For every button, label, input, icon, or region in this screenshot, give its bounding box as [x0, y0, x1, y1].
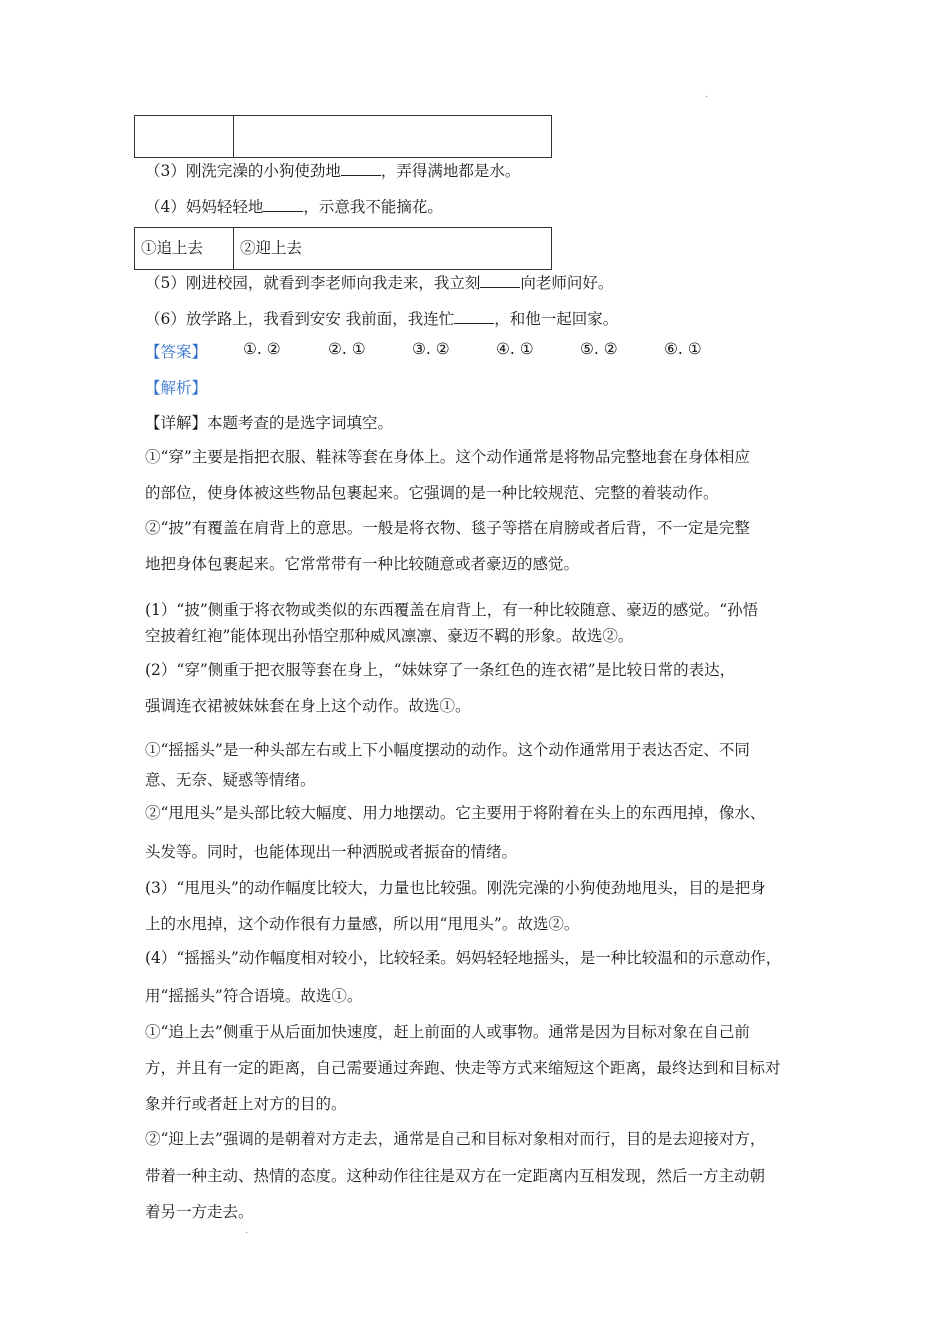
answer-row — [145, 340, 702, 362]
analysis-line: (1）“披”侧重于将衣物或类似的东西覆盖在肩背上，有一种比较随意、豪迈的感觉。“孙悟 — [145, 601, 759, 619]
question-text: （4）妈妈轻轻地 — [145, 198, 264, 216]
answer-tag: 【答案】 — [145, 343, 208, 361]
answer-item: ①. ② — [243, 340, 281, 358]
analysis-line: ②“甩甩头”是头部比较大幅度、用力地摆动。它主要用于将附着在头上的东西甩掉，像水、 — [145, 804, 766, 822]
answer-item: ③. ② — [412, 340, 450, 358]
option-cell: ①追上去 — [135, 228, 234, 269]
analysis-line: 方，并且有一定的距离，自己需要通过奔跑、快走等方式来缩短这个距离，最终达到和目标对 — [145, 1059, 781, 1077]
analysis-line: 空披着红袍”能体现出孙悟空那种威风凛凛、豪迈不羁的形象。故选②。 — [145, 627, 634, 645]
answer-item: ②. ① — [328, 340, 366, 358]
fill-blank — [263, 196, 303, 212]
answer-item: ④. ① — [496, 340, 534, 358]
question-4 — [145, 196, 825, 218]
question-text: （5）刚进校园，就看到李老师向我走来，我立刻 — [145, 274, 481, 292]
question-5 — [145, 272, 825, 294]
analysis-line: ②“披”有覆盖在肩背上的意思。一般是将衣物、毯子等搭在肩膀或者后背，不一定是完整 — [145, 519, 750, 537]
table-cell — [135, 116, 234, 157]
question-text: ，和他一起回家。 — [494, 310, 619, 328]
analysis-line: 用“摇摇头”符合语境。故选①。 — [145, 987, 363, 1005]
page-mark: · — [245, 1228, 249, 1239]
option-cell: ②迎上去 — [240, 239, 303, 257]
question-text: ，示意我不能摘花。 — [303, 198, 443, 216]
analysis-line: 意、无奈、疑惑等情绪。 — [145, 771, 316, 789]
page-mark: · — [705, 92, 709, 103]
table-options — [134, 227, 552, 270]
question-text: （3）刚洗完澡的小狗使劲地 — [145, 162, 341, 180]
analysis-line: (2）“穿”侧重于把衣服等套在身上，“妹妹穿了一条红色的连衣裙”是比较日常的表达， — [145, 661, 736, 679]
analysis-line: 地把身体包裹起来。它常常带有一种比较随意或者豪迈的感觉。 — [145, 555, 580, 573]
answer-item: ⑤. ② — [580, 340, 618, 358]
table-top — [134, 115, 552, 158]
analysis-tag: 【解析】 — [145, 379, 208, 397]
fill-blank — [341, 160, 381, 176]
question-6 — [145, 308, 825, 330]
analysis-line: 上的水甩掉，这个动作很有力量感，所以用“甩甩头”。故选②。 — [145, 915, 580, 933]
analysis-line: ①“追上去”侧重于从后面加快速度，赶上前面的人或事物。通常是因为目标对象在自己前 — [145, 1023, 750, 1041]
table-cell — [234, 116, 551, 157]
analysis-line: ①“摇摇头”是一种头部左右或上下小幅度摆动的动作。这个动作通常用于表达否定、不同 — [145, 741, 750, 759]
analysis-line: 带着一种主动、热情的态度。这种动作往往是双方在一定距离内互相发现，然后一方主动朝 — [145, 1167, 766, 1185]
analysis-line: ①“穿”主要是指把衣服、鞋袜等套在身体上。这个动作通常是将物品完整地套在身体相应 — [145, 448, 750, 466]
fill-blank — [454, 308, 494, 324]
answer-item: ⑥. ① — [664, 340, 702, 358]
analysis-line: 的部位，使身体被这些物品包裹起来。它强调的是一种比较规范、完整的着装动作。 — [145, 484, 719, 502]
analysis-line: (3）“甩甩头”的动作幅度比较大，力量也比较强。刚洗完澡的小狗使劲地甩头，目的是把身 — [145, 879, 766, 897]
question-text: （6）放学路上，我看到安安 我前面，我连忙 — [145, 310, 455, 328]
analysis-line: ②“迎上去”强调的是朝着对方走去，通常是自己和目标对象相对而行，目的是去迎接对方， — [145, 1130, 766, 1148]
analysis-line: 象并行或者赶上对方的目的。 — [145, 1095, 347, 1113]
analysis-line: 头发等。同时，也能体现出一种洒脱或者振奋的情绪。 — [145, 843, 518, 861]
analysis-line: 着另一方走去。 — [145, 1203, 254, 1221]
fill-blank — [480, 272, 520, 288]
question-text: ，弄得满地都是水。 — [380, 162, 521, 180]
analysis-line: 强调连衣裙被妹妹套在身上这个动作。故选①。 — [145, 697, 471, 715]
question-3 — [145, 160, 825, 182]
analysis-line: 【详解】本题考查的是选字词填空。 — [145, 414, 394, 432]
analysis-line: (4）“摇摇头”动作幅度相对较小，比较轻柔。妈妈轻轻地摇头，是一种比较温和的示意动作， — [145, 949, 782, 967]
question-text: 向老师问好。 — [520, 274, 614, 292]
